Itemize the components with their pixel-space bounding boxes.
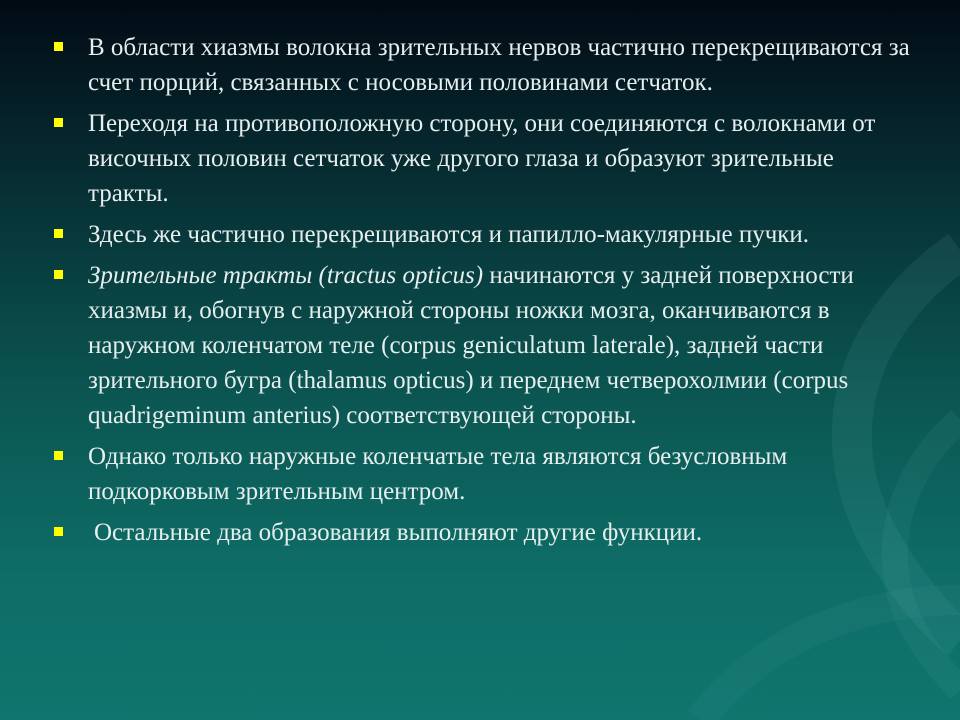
bullet-item (50, 258, 910, 433)
bullet-text: Здесь же частично перекрещиваются и папилло-макулярные пучки. (88, 221, 810, 248)
square-bullet-icon (54, 42, 63, 51)
bullet-text: начинаются у задней поверхности хиазмы и, обогнув с наружной стороны ножки мозга, оканчиваются в наружном коленчатом теле (corpus geniculatum laterale), задней части зрительного бугра (thalamus opticus) и переднем четверохолмии (corpus quadrigeminum anterius) соответствующей стороны. (88, 262, 854, 429)
bullet-item (50, 515, 910, 550)
bullet-italic-term: Зрительные тракты (tractus opticus) (88, 262, 484, 289)
square-bullet-icon (54, 118, 63, 127)
square-bullet-icon (54, 270, 63, 279)
slide-content (50, 30, 910, 556)
square-bullet-icon (54, 451, 63, 460)
square-bullet-icon (54, 229, 63, 238)
bullet-text: Переходя на противоположную сторону, они соединяются с волокнами от височных половин сетчаток уже другого глаза и образуют зрительные тракты. (88, 110, 876, 207)
bullet-item (50, 217, 910, 252)
bullet-text: В области хиазмы волокна зрительных нервов частично перекрещиваются за счет порций, связанных с носовыми половинами сетчаток. (88, 34, 910, 96)
bullet-item (50, 439, 910, 509)
bullet-item (50, 106, 910, 211)
square-bullet-icon (54, 527, 63, 536)
bullet-item (50, 30, 910, 100)
bullet-text: Остальные два образования выполняют другие функции. (94, 519, 703, 546)
bullet-list (50, 30, 910, 550)
bullet-text: Однако только наружные коленчатые тела являются безусловным подкорковым зрительным центром. (88, 443, 788, 505)
